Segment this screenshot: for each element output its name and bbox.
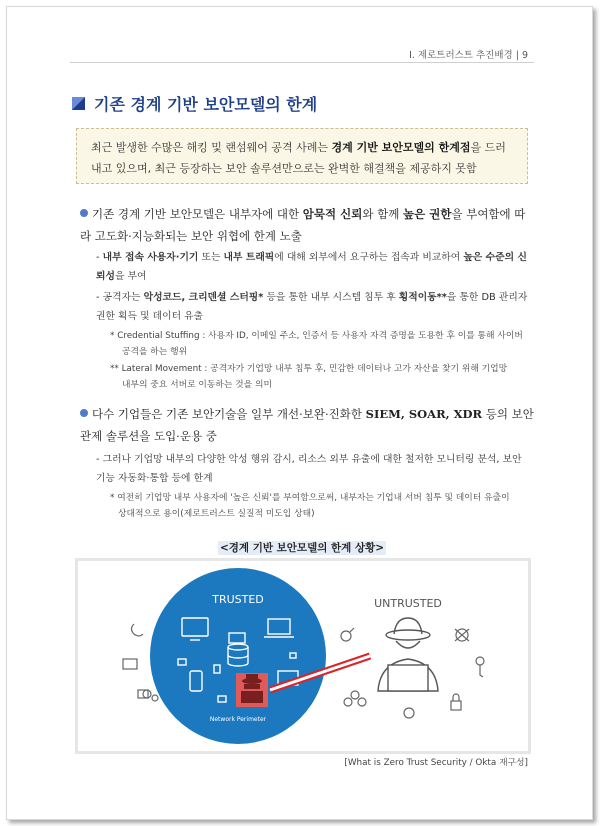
bullet-1-sub-2 [96,288,532,326]
bullet-1-text-3: 을 부여함에 따라 고도화·지능화되는 보안 위협에 한계 노출 [80,207,526,243]
running-header: Ⅰ. 제로트러스트 추진배경 | 9 [409,50,528,61]
gear-icon [143,690,151,698]
hacker-icon [378,618,438,691]
bullet-1 [80,203,535,247]
bullet-1-bold-1: 암묵적 신뢰 [302,207,363,221]
figure-caption: [What is Zero Trust Security / Okta 재구성] [344,758,528,768]
hacker-hat-brim [386,630,430,640]
figure-illustration [75,558,531,754]
key-icon [476,657,484,665]
summary-box [76,128,528,184]
sub-text: 을 통한 DB 관리자 권한 획득 및 데이터 유출 [96,292,528,322]
bullet-dot-icon [80,409,88,417]
sub-text: 등을 통한 내부 시스템 침투 후 [263,292,399,303]
bomb-icon [341,631,351,641]
sub-text: 또는 [198,252,224,263]
lock-shackle [453,694,459,701]
bullet-1-bold-2: 높은 권한 [403,207,452,221]
sub-bold: 높은 수준의 신뢰성 [96,252,527,282]
bullet-1-text-2: 와 함께 [362,207,403,221]
footnote-line: 내부의 중요 서버로 이동하는 것을 의미 [122,380,272,390]
sub-text: - [96,252,103,263]
message-icon [123,659,137,669]
footnote-line: 공격을 하는 행위 [122,347,188,357]
crossbones [455,629,469,641]
laptop-shape [241,691,263,703]
bullet-1-sub-1 [96,248,532,286]
footnote-line: 상대적으로 용이(제로트러스트 실질적 미도입 상태) [118,509,315,519]
lock-icon [451,701,461,710]
figure-title [0,540,604,555]
sub-text: - 공격자는 [96,292,144,303]
bomb-fuse [350,628,354,632]
bullet-2-text-1: 다수 기업들은 기존 보안기술을 일부 개선·보완·진화한 [92,407,366,421]
network-perimeter-label: Network Perimeter [209,716,267,723]
key-shaft [480,665,483,677]
sub-text: 을 부여 [114,271,147,282]
hook-icon [132,624,144,636]
sub-bold: 횡적이동** [398,292,447,303]
sub-bold: 내부 접속 사용자·기기 [102,252,199,263]
summary-text-2: 을 드러내고 있으며, 최근 등장하는 보안 솔루션만으로는 완벽한 해결책을 제공하지 못함 [91,141,506,175]
section-title: 기존 경계 기반 보안모델의 한계 [94,95,318,114]
network-icon [351,691,359,699]
figure-title-text: <경계 기반 보안모델의 한계 상황> [219,542,385,554]
footnote-high-trust [110,490,530,522]
trusted-label: TRUSTED [212,593,264,606]
hat-top [246,674,258,680]
bullet-dot-icon [80,209,88,217]
bullet-2 [80,403,535,447]
header-rule [70,62,534,63]
hacker-laptop [388,665,428,691]
network-node [358,698,366,706]
summary-text-1: 최근 발생한 수많은 해킹 및 랜섬웨어 공격 사례는 [91,141,332,154]
face-mask [244,684,260,689]
sub-bold: 악성코드, 크리덴셜 스터핑* [143,292,264,303]
bullet-2-text-2: 등의 보안관제 솔루션을 도입·운용 중 [80,407,534,443]
hacker-face [396,641,420,648]
bullet-2-bold: SIEM, SOAR, XDR [365,407,483,421]
bug-icon [404,708,414,718]
footnote-lateral-movement [110,361,530,393]
hacker-hat [394,618,422,634]
summary-bold: 경계 기반 보안모델의 한계점 [331,141,471,154]
section-heading [72,92,317,115]
sub-text: 에 대해 외부에서 요구하는 접속과 비교하여 [274,252,464,263]
footnote-credential-stuffing [110,328,530,360]
bullet-2-sub-1: - 그러나 기업망 내부의 다양한 악성 행위 감시, 리소스 외부 유출에 대한 철저한 모니터링 분석, 보안 기능 자동화·통합 등에 한계 [96,454,522,484]
footnote-line: * Credential Stuffing : 사용자 ID, 이메일 주소, 인증서 등 사용자 자격 증명을 도용한 후 이를 통해 사이버 [110,331,523,341]
network-node [344,698,352,706]
footnote-line: ** Lateral Movement : 공격자가 기업망 내부 침투 후, 민감한 데이터나 고가 자산을 찾기 위해 기업망 [110,364,508,374]
bullet-1-text-1: 기존 경계 기반 보안모델은 내부자에 대한 [92,207,303,221]
sub-bold: 내부 트래픽 [223,252,275,263]
search-icon [152,695,158,701]
footnote-line: * 여전히 기업망 내부 사용자에 '높은 신뢰'를 부여함으로써, 내부자는 기업내 서버 침투 및 데이터 유출이 [110,493,510,503]
heading-square-icon [72,97,85,110]
untrusted-label: UNTRUSTED [374,597,442,610]
zero-trust-diagram [78,561,528,751]
